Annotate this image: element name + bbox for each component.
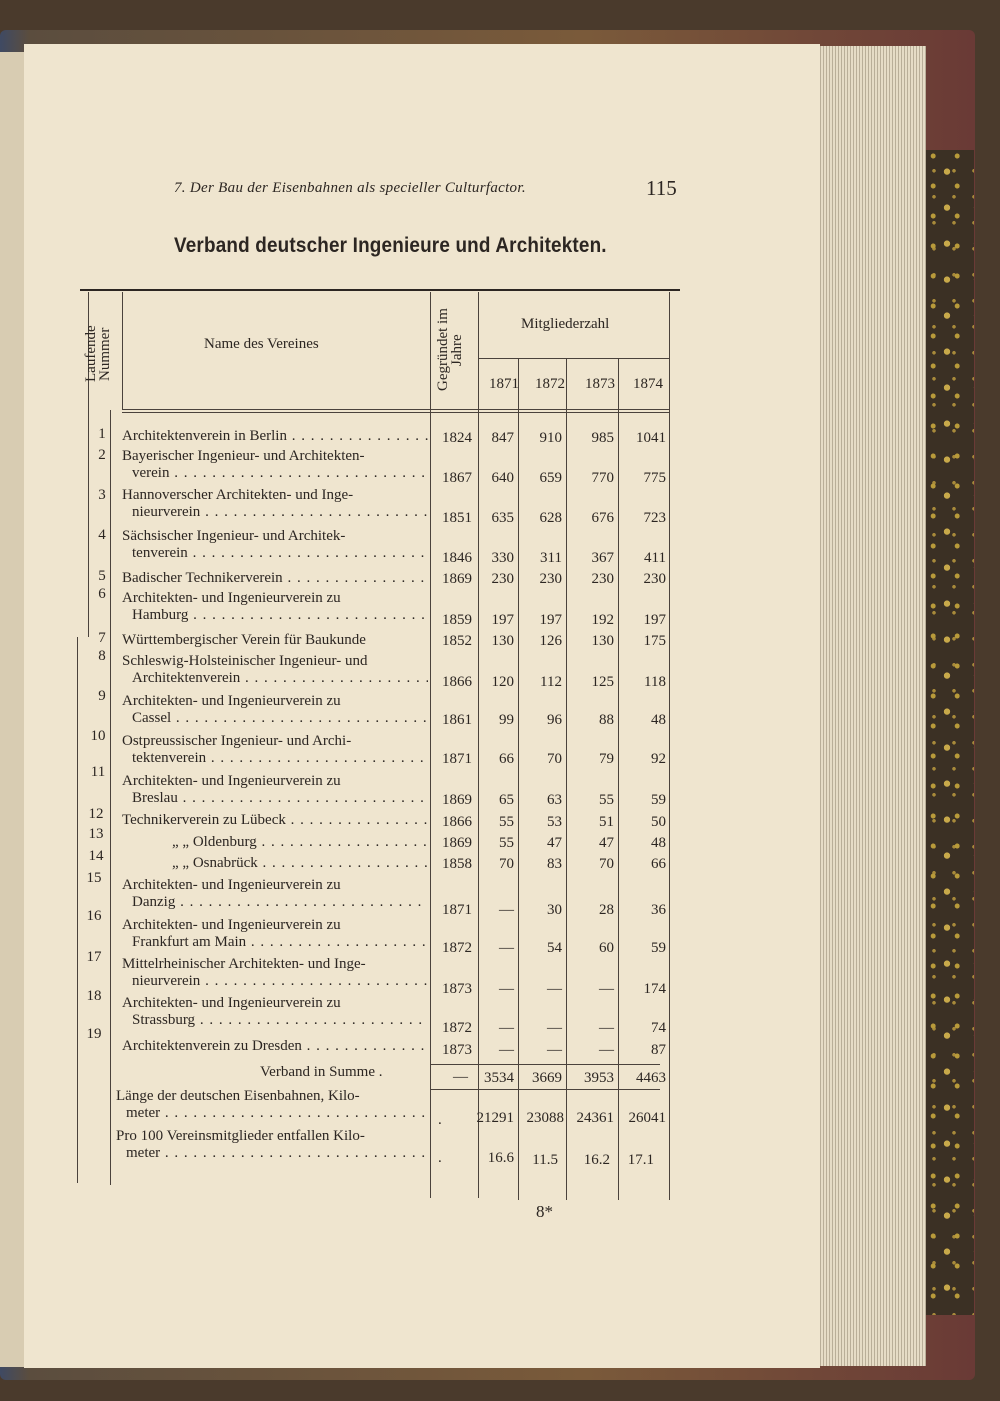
header-year: 1873 [585,376,615,392]
row-members-1871: — [499,940,514,956]
row-founded: 1867 [442,470,472,486]
row-members-1871: — [499,981,514,997]
row-name-line: Württembergischer Verein für Baukunde [122,632,366,648]
row-founded: 1873 [442,981,472,997]
row-founded: 1871 [442,751,472,767]
table-line [122,412,669,413]
signature-mark: 8* [536,1202,553,1221]
row-name-line: Bayerischer Ingenieur- und Architekten- [122,448,365,464]
ratio-label-line: Pro 100 Vereinsmitglieder entfallen Kilo- [116,1128,365,1144]
row-members-1871: 99 [499,712,514,728]
row-members-1874: 59 [651,940,666,956]
row-members-1873: 985 [591,430,614,446]
row-name-line: Mittelrheinischer Architekten- und Inge- [122,956,366,972]
row-members-1873: 770 [591,470,614,486]
row-members-1873: 125 [591,674,614,690]
row-name [122,917,428,951]
row-name [122,428,428,445]
row-name [122,995,428,1029]
row-name-line: Architektenverein in Berlin . . . [122,428,428,445]
row-members-1872: 628 [539,510,562,526]
row-members-1872: 230 [539,571,562,587]
row-members-1872: 70 [547,751,562,767]
row-name [122,773,428,807]
row-members-1872: — [547,1020,562,1036]
row-members-1874: 36 [651,902,666,918]
row-name [122,855,428,872]
row-members-1874: 48 [651,835,666,851]
row-members-1873: — [599,1042,614,1058]
row-members-1871: 55 [499,835,514,851]
left-page-edge [0,52,24,1367]
header-mitgliederzahl: Mitgliederzahl [521,316,610,332]
row-name-line: Architekten- und Ingenieurverein zu [122,877,341,893]
row-members-1873: 367 [591,550,614,566]
table-line [122,409,669,410]
table-line [669,292,670,1200]
row-founded: 1861 [442,712,472,728]
row-founded: 1866 [442,674,472,690]
table-line [430,1089,660,1090]
header-name: Name des Vereines [204,336,319,352]
row-members-1874: 118 [644,674,666,690]
marbled-edge [926,150,974,1315]
rail-1874: 26041 [628,1110,666,1126]
row-name-line: nieurverein . . . [122,973,428,990]
row-members-1874: 411 [644,550,666,566]
row-members-1871: 66 [499,751,514,767]
row-name-line: Architekten- und Ingenieurverein zu [122,773,341,789]
row-members-1872: 659 [539,470,562,486]
row-members-1872: 54 [547,940,562,956]
row-members-1872: — [547,981,562,997]
row-members-1874: 723 [643,510,666,526]
row-members-1874: 50 [651,814,666,830]
row-number: 7 [98,630,106,646]
row-founded: 1858 [442,856,472,872]
row-name-line: Architekten- und Ingenieurverein zu [122,590,341,606]
row-founded: 1872 [442,940,472,956]
ratio-1874: 17.1 [627,1152,654,1168]
row-name [122,812,428,829]
row-members-1873: 130 [591,633,614,649]
row-name [122,693,428,727]
row-name-line: Cassel . . . [122,710,428,727]
row-number: 4 [98,527,106,543]
row-name-line: Strassburg . . . [122,1012,428,1029]
row-members-1872: 112 [540,674,562,690]
row-founded: 1872 [442,1020,472,1036]
row-members-1872: 126 [539,633,562,649]
row-founded: 1866 [442,814,472,830]
row-members-1872: 910 [539,430,562,446]
row-members-1871: 635 [491,510,514,526]
row-members-1872: 96 [547,712,562,728]
row-members-1873: 192 [591,612,614,628]
row-name-line: Sächsischer Ingenieur- und Architek- [122,528,346,544]
table-top-rule [80,289,680,291]
total-1872: 3669 [532,1070,562,1086]
row-members-1873: 47 [599,835,614,851]
row-members-1874: 197 [643,612,666,628]
row-number: 14 [88,848,104,864]
row-founded: 1873 [442,1042,472,1058]
row-members-1873: 55 [599,792,614,808]
row-number: 16 [86,908,102,924]
row-members-1874: 174 [643,981,666,997]
ratio-label [116,1128,426,1162]
row-name-line: Architektenverein . . . [122,670,428,687]
row-number: 15 [86,870,102,886]
row-members-1874: 59 [651,792,666,808]
row-name-line: Architekten- und Ingenieurverein zu [122,917,341,933]
row-founded: 1869 [442,835,472,851]
row-name-line: Hannoverscher Architekten- und Inge- [122,487,354,503]
row-name [122,487,428,521]
row-founded: 1824 [442,430,472,446]
row-founded: 1852 [442,633,472,649]
page-number: 115 [646,176,677,200]
row-name-line: Breslau . . . [122,790,428,807]
row-number: 9 [98,688,106,704]
row-members-1872: 53 [547,814,562,830]
row-members-1873: 230 [591,571,614,587]
row-name-line: tektenverein . . . [122,750,428,767]
row-members-1874: 1041 [636,430,666,446]
row-members-1873: 88 [599,712,614,728]
row-founded: 1859 [442,612,472,628]
table-line [478,358,669,359]
row-name-line: „ „ Osnabrück . . . [172,855,428,872]
row-members-1871: 197 [491,612,514,628]
row-number: 5 [98,568,106,584]
row-members-1872: 197 [539,612,562,628]
rail-label [116,1088,426,1122]
row-name-line: nieurverein . . . [122,504,428,521]
ratio-label-line: meter . . . [116,1145,426,1162]
rail-label-line: meter . . . [116,1105,426,1122]
row-members-1873: 676 [591,510,614,526]
header-laufende-nummer: Laufende Nummer [83,325,113,383]
row-name [122,653,428,687]
row-members-1873: — [599,981,614,997]
row-number: 6 [98,586,106,602]
row-name-line: Hamburg . . . [122,607,428,624]
row-founded: 1846 [442,550,472,566]
row-members-1871: — [499,1020,514,1036]
row-name [122,632,428,649]
row-members-1871: 640 [491,470,514,486]
row-founded: 1851 [442,510,472,526]
row-name-line: Architekten- und Ingenieurverein zu [122,693,341,709]
row-name [122,590,428,624]
row-number: 13 [88,826,104,842]
row-members-1872: 83 [547,856,562,872]
row-name-line: Architekten- und Ingenieurverein zu [122,995,341,1011]
table-line [430,292,431,1198]
row-members-1871: 330 [491,550,514,566]
row-members-1873: 70 [599,856,614,872]
row-members-1871: — [499,1042,514,1058]
row-name [122,528,428,562]
row-name [122,834,428,851]
row-name [122,570,428,587]
table-line [430,1064,660,1065]
row-members-1874: 175 [643,633,666,649]
row-members-1871: 230 [491,571,514,587]
ratio-1872: 11.5 [532,1152,558,1168]
row-members-1874: 87 [651,1042,666,1058]
row-name-line: Frankfurt am Main . . . [122,934,428,951]
rail-label-line: Länge der deutschen Eisenbahnen, Kilo- [116,1088,360,1104]
book-page [24,44,820,1368]
header-year: 1874 [633,376,663,392]
rail-1871: 21291 [476,1110,514,1126]
row-members-1873: 60 [599,940,614,956]
row-name [122,877,428,911]
row-name-line: Ostpreussischer Ingenieur- und Archi- [122,733,352,749]
row-members-1873: 79 [599,751,614,767]
total-label-text: Verband in Summe [260,1064,375,1080]
row-members-1874: 775 [643,470,666,486]
row-name-line: Danzig . . . [122,894,428,911]
row-members-1873: 28 [599,902,614,918]
total-label: Verband in Summe . [260,1064,383,1080]
row-number: 17 [86,949,102,965]
row-members-1871: 65 [499,792,514,808]
row-number: 12 [88,806,104,822]
row-name-line: Schleswig-Holsteinischer Ingenieur- und [122,653,368,669]
rail-1872: 23088 [526,1110,564,1126]
row-members-1874: 92 [651,751,666,767]
row-members-1871: 55 [499,814,514,830]
total-1871: 3534 [484,1070,514,1086]
row-name [122,1038,428,1055]
row-name [122,448,428,482]
row-members-1871: 130 [491,633,514,649]
row-members-1873: 51 [599,814,614,830]
row-members-1872: — [547,1042,562,1058]
row-members-1874: 230 [643,571,666,587]
rail-1873: 24361 [576,1110,614,1126]
row-members-1874: 74 [651,1020,666,1036]
row-members-1871: 70 [499,856,514,872]
table-line [122,292,123,410]
table-line [478,292,479,1198]
total-1873: 3953 [584,1070,614,1086]
ratio-1871: 16.6 [487,1150,514,1166]
row-members-1872: 47 [547,835,562,851]
row-name-line: Technikerverein zu Lübeck . . . [122,812,428,829]
total-founded: — [453,1069,468,1085]
header-year: 1872 [535,376,565,392]
row-name-line: verein . . . [122,465,428,482]
row-number: 18 [86,988,102,1004]
row-name [122,733,428,767]
row-founded: 1869 [442,792,472,808]
rail-founded: . [438,1112,442,1128]
row-name-line: tenverein . . . [122,545,428,562]
row-name [122,956,428,990]
row-number: 1 [98,426,106,442]
row-number: 3 [98,487,106,503]
header-year: 1871 [489,376,519,392]
page-title: Verband deutscher Ingenieure und Architekten. [174,234,607,257]
total-1874: 4463 [636,1070,666,1086]
row-number: 19 [86,1026,102,1042]
running-head: 7. Der Bau der Eisenbahnen als specieller Culturfactor. [174,180,526,196]
row-founded: 1869 [442,571,472,587]
row-members-1871: — [499,902,514,918]
row-number: 11 [90,764,106,780]
row-members-1872: 311 [540,550,562,566]
row-number: 8 [98,648,106,664]
row-members-1871: 120 [491,674,514,690]
row-name-line: Badischer Technikerverein . . . [122,570,428,587]
row-members-1874: 48 [651,712,666,728]
row-name-line: Architektenverein zu Dresden . . . [122,1038,428,1055]
header-gegruendet: Gegründet im Jahre [435,308,465,392]
row-members-1874: 66 [651,856,666,872]
row-number: 10 [90,728,106,744]
row-name-line: „ „ Oldenburg . . . [172,834,428,851]
row-founded: 1871 [442,902,472,918]
page-block-edge [818,46,926,1366]
row-members-1873: — [599,1020,614,1036]
row-number: 2 [98,447,106,463]
row-members-1872: 30 [547,902,562,918]
row-members-1871: 847 [491,430,514,446]
ratio-founded: . [438,1150,442,1166]
ratio-1873: 16.2 [583,1152,610,1168]
row-members-1872: 63 [547,792,562,808]
